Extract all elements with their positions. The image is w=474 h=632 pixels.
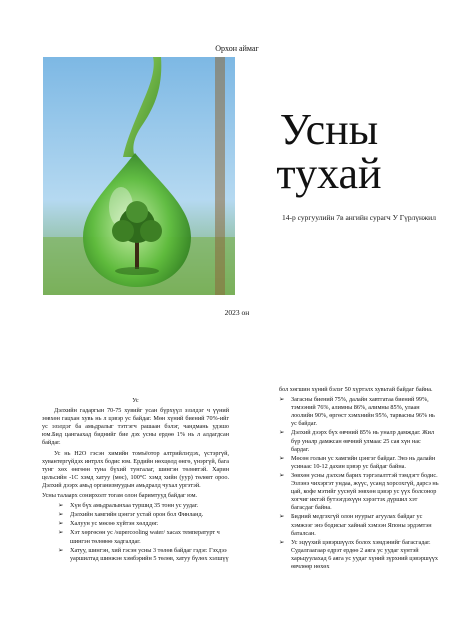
list-item-text: Дэлхий дээрх бүх өвчний 85% нь уналр дамждаг. Жил бүр уналр дамжсан өвчний улмаас 25 сая хүн нас бардаг. (291, 429, 435, 453)
list-item (58, 502, 229, 510)
province-label: Орхон аймаг (215, 44, 259, 53)
paragraph: Дэлхийн гадаргын 70-75 хувийг усан бүрхүүл эзэлдэг ч үүний зөвхөн гацхан хувь нь л цэвэр ус байдаг. Мөн хүний биений 70%-ийг ус эзэлдэг ба амьдралыг тэтгэгч рашаан бэлэг, чандмань удэшо юм.Бид цангаахад биднийг бие дэх усны ердөө 1% нь л алдагдсан байдаг. (42, 407, 229, 447)
section-heading: Ус (132, 397, 139, 404)
arrow-bullet-icon: ➢ (279, 454, 285, 462)
fact-list (279, 396, 439, 571)
list-item (58, 547, 229, 563)
list-item-text: Бидний медгэхгүй олон нуурыг агуулах байдаг ус хэмжээг энэ бодисыг хайнай хэмээн Японы эрдэмтэн баталсан. (291, 513, 432, 537)
list-item (279, 539, 439, 571)
list-item-text: Загасны биений 75%, далайн хавтгатаа биений 99%, тэмээний 76%, алимны 86%, алимны 85%, улаан лоолийн 90%, өргөст хэмхнийн 95%, тарвасны 96% нь ус байдаг. (291, 396, 435, 428)
arrow-bullet-icon: ➢ (279, 396, 285, 404)
list-item (58, 511, 229, 519)
arrow-bullet-icon: ➢ (58, 529, 64, 537)
list-item-text: Дэлхийн хамгийн цэнгэг устай орон бол Финланд. (70, 511, 204, 519)
list-item-text: Мөсөн голын ус хамгийн цэнгэг байдаг. Энэ нь далайн усинаас 10-12 дахин цэвэр ус байдаг байна. (291, 454, 436, 470)
arrow-bullet-icon: ➢ (58, 520, 64, 528)
document-title (244, 105, 414, 198)
year-label: 2023 он (224, 308, 250, 317)
arrow-bullet-icon: ➢ (58, 511, 64, 519)
arrow-bullet-icon: ➢ (279, 429, 285, 437)
title-line-1: Усны (279, 105, 379, 154)
paragraph: Ус нь Н2О гэсэн химийн томъёотор алтрийлэгдэх, үстэргүй, хувантергүйдэх интрлх бодис юм. Ердийн нөхцөлд өнгө, үнэргүй, бага тунг хөх өнгөөн туна бүхий тунгалаг, шингэн төлөвтэй. Харин цельсийн -1С хэмд хатуу (мөс), 100°С хэмд хийн (уур) төлөвт ороо. Дэлхий дээрх амьд организмуудын амьдралд чухал ургэтэй. (42, 449, 229, 489)
left-column (42, 397, 229, 564)
arrow-bullet-icon: ➢ (279, 538, 285, 546)
list-item (58, 520, 229, 528)
list-item-text: Хүн бүх амьдралынхаа туршид 35 тонн ус уудаг. (70, 502, 199, 510)
paragraph: бол хөгшин хүний бэлэг 50 хүртэлх хувьтай байдаг байна. (279, 386, 433, 393)
arrow-bullet-icon: ➢ (58, 502, 64, 510)
list-item (58, 529, 229, 545)
list-item (279, 455, 439, 471)
list-item-text: Зөвхөн усны дэлхэм барих тэргэлалттэй тэмдэгт бодис. Эзлэнэ чихэргэт ундаа, жүүс, усанд хорсохгүй, дарсэ нь цай, кофе мэтийг ууснуй зөвхөн цэвэр ус үүх болсонор хогчиг иктэй бутээгдэхүүн хэрэгтэх дүршил хэт багасдаг байна. (291, 471, 439, 512)
list-item-text: Хэт хөргөсөн ус /supercooling water/ хасах температурт ч шингэн төлөвөө хадгалдаг. (70, 529, 220, 545)
right-column (279, 386, 439, 572)
title-line-2: тухай (276, 149, 382, 198)
list-item-text: Ус эцүүхий цэвэршүүлх болох хэмдэнийг багасгадаг. Судалгаагаар едрэт ердөө 2 аяга ус уудаг хүнтэй харьцуулахад 6 аяга ус уудаг хүний зүрхний цэвэршүүх өвчлөөр нөхөх (291, 538, 438, 570)
author-line: 14-р сургуулийн 7в ангийн сурагч У Гүрлүнжил (282, 213, 436, 222)
list-item-text: Халуун ус мөсөө хүйтэн хөлддөг. (70, 520, 159, 528)
arrow-bullet-icon: ➢ (279, 471, 285, 479)
fact-list (58, 502, 229, 563)
water-drop-tree-image (43, 57, 235, 295)
list-item-text: Хатуу, шингэн, хий гэсэн усны 3 төлөв байдаг гэдэг. Гэхдээ уаршилтад шинжэн хэмбэрийн 5 төлөв, хатуу бүлөх хэлшүү (70, 546, 229, 562)
arrow-bullet-icon: ➢ (279, 513, 285, 521)
list-item (279, 472, 439, 512)
arrow-bullet-icon: ➢ (58, 546, 64, 554)
list-item (279, 396, 439, 428)
paragraph: Усны талаарх сонирхолт тогам олон баримтууд байдаг юм. (42, 492, 198, 500)
list-item (279, 429, 439, 453)
list-item (279, 513, 439, 537)
